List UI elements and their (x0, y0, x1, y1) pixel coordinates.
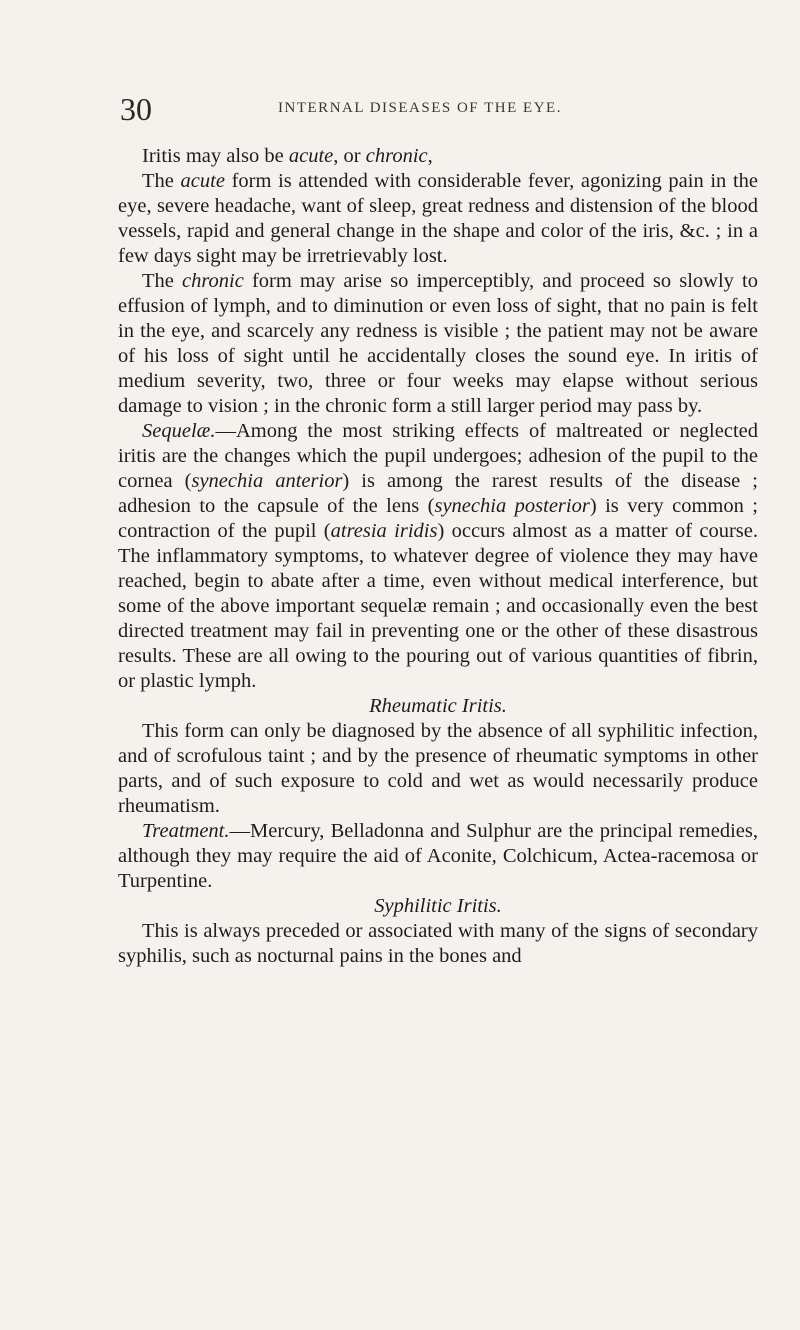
section-heading-rheumatic: Rheumatic Iritis. (369, 695, 507, 717)
body-text (118, 144, 758, 969)
running-head: INTERNAL DISEASES OF THE EYE. (278, 100, 562, 116)
text-span: ) is among the rarest results of the disease ; adhesion to the capsule of the lens ( (118, 470, 759, 517)
italic-term: synechia anterior (191, 470, 343, 492)
italic-term: synechia posterior (434, 495, 590, 517)
paragraph-acute (118, 169, 758, 269)
italic-term: chronic (181, 270, 244, 292)
paragraph-treatment (118, 819, 758, 894)
italic-term: Sequelæ. (142, 420, 216, 442)
text-span: —Mercury, Belladonna and Sulphur are the principal remedies, although they may require the aid of Aconite, Colchicum, Actea-racemosa or Turpentine. (118, 820, 758, 892)
italic-term: acute (288, 145, 334, 167)
paragraph-forms (118, 144, 758, 169)
text-span: —Among the most striking effects of maltreated or neglected iritis are the changes which the pupil undergoes; adhesion of the pupil to the cornea ( (118, 420, 758, 492)
italic-term: chronic (365, 145, 428, 167)
paragraph-rheumatic: This form can only be diagnosed by the absence of all syphilitic infection, and of scrofulous taint ; and by the presence of rheumatic symptoms in other parts, and of such exposure to cold and wet as would necessarily produce rheumatism. (118, 720, 758, 817)
italic-term: Treatment. (142, 820, 230, 842)
text-span: ) is very common ; contraction of the pupil ( (118, 495, 758, 542)
text-span: form is attended with considerable fever, agonizing pain in the eye, severe headache, want of sleep, great redness and distension of the blood vessels, rapid and general change in the shape and color of the iris, &c. ; in a few days sight may be irretrievably lost. (118, 170, 758, 267)
text-span: , or (333, 145, 366, 167)
paragraph-chronic (118, 269, 758, 419)
paragraph-syphilitic: This is always preceded or associated with many of the signs of secondary syphilis, such as nocturnal pains in the bones and (118, 920, 758, 967)
text-span: The (142, 270, 182, 292)
text-span: Iritis may also be (142, 145, 289, 167)
page-number: 30 (120, 91, 152, 127)
text-span: The (142, 170, 181, 192)
paragraph-sequelae (118, 419, 758, 694)
text-span: ) occurs almost as a matter of course. The inflammatory symptoms, to whatever degree of violence they may have reached, begin to abate after a time, even without medical interference, but some of the above important sequelæ remain ; and occasionally even the best directed treatment may fail in preventing one or the other of these disastrous results. These are all owing to the pouring out of various quantities of fibrin, or plastic lymph. (118, 520, 758, 692)
italic-term: acute (180, 170, 225, 192)
text-span: , (427, 145, 433, 167)
text-span: form may arise so imperceptibly, and proceed so slowly to effusion of lymph, and to diminution or even loss of sight, that no pain is felt in the eye, and scarcely any redness is visible ; the patient may not be aware of his loss of sight until he accidentally closes the sound eye. In iritis of medium severity, two, three or four weeks may elapse without serious damage to vision ; in the chronic form a still larger period may pass by. (118, 270, 758, 417)
page-header (120, 92, 760, 126)
italic-term: atresia iridis (330, 520, 438, 542)
section-heading-syphilitic: Syphilitic Iritis. (374, 895, 502, 917)
